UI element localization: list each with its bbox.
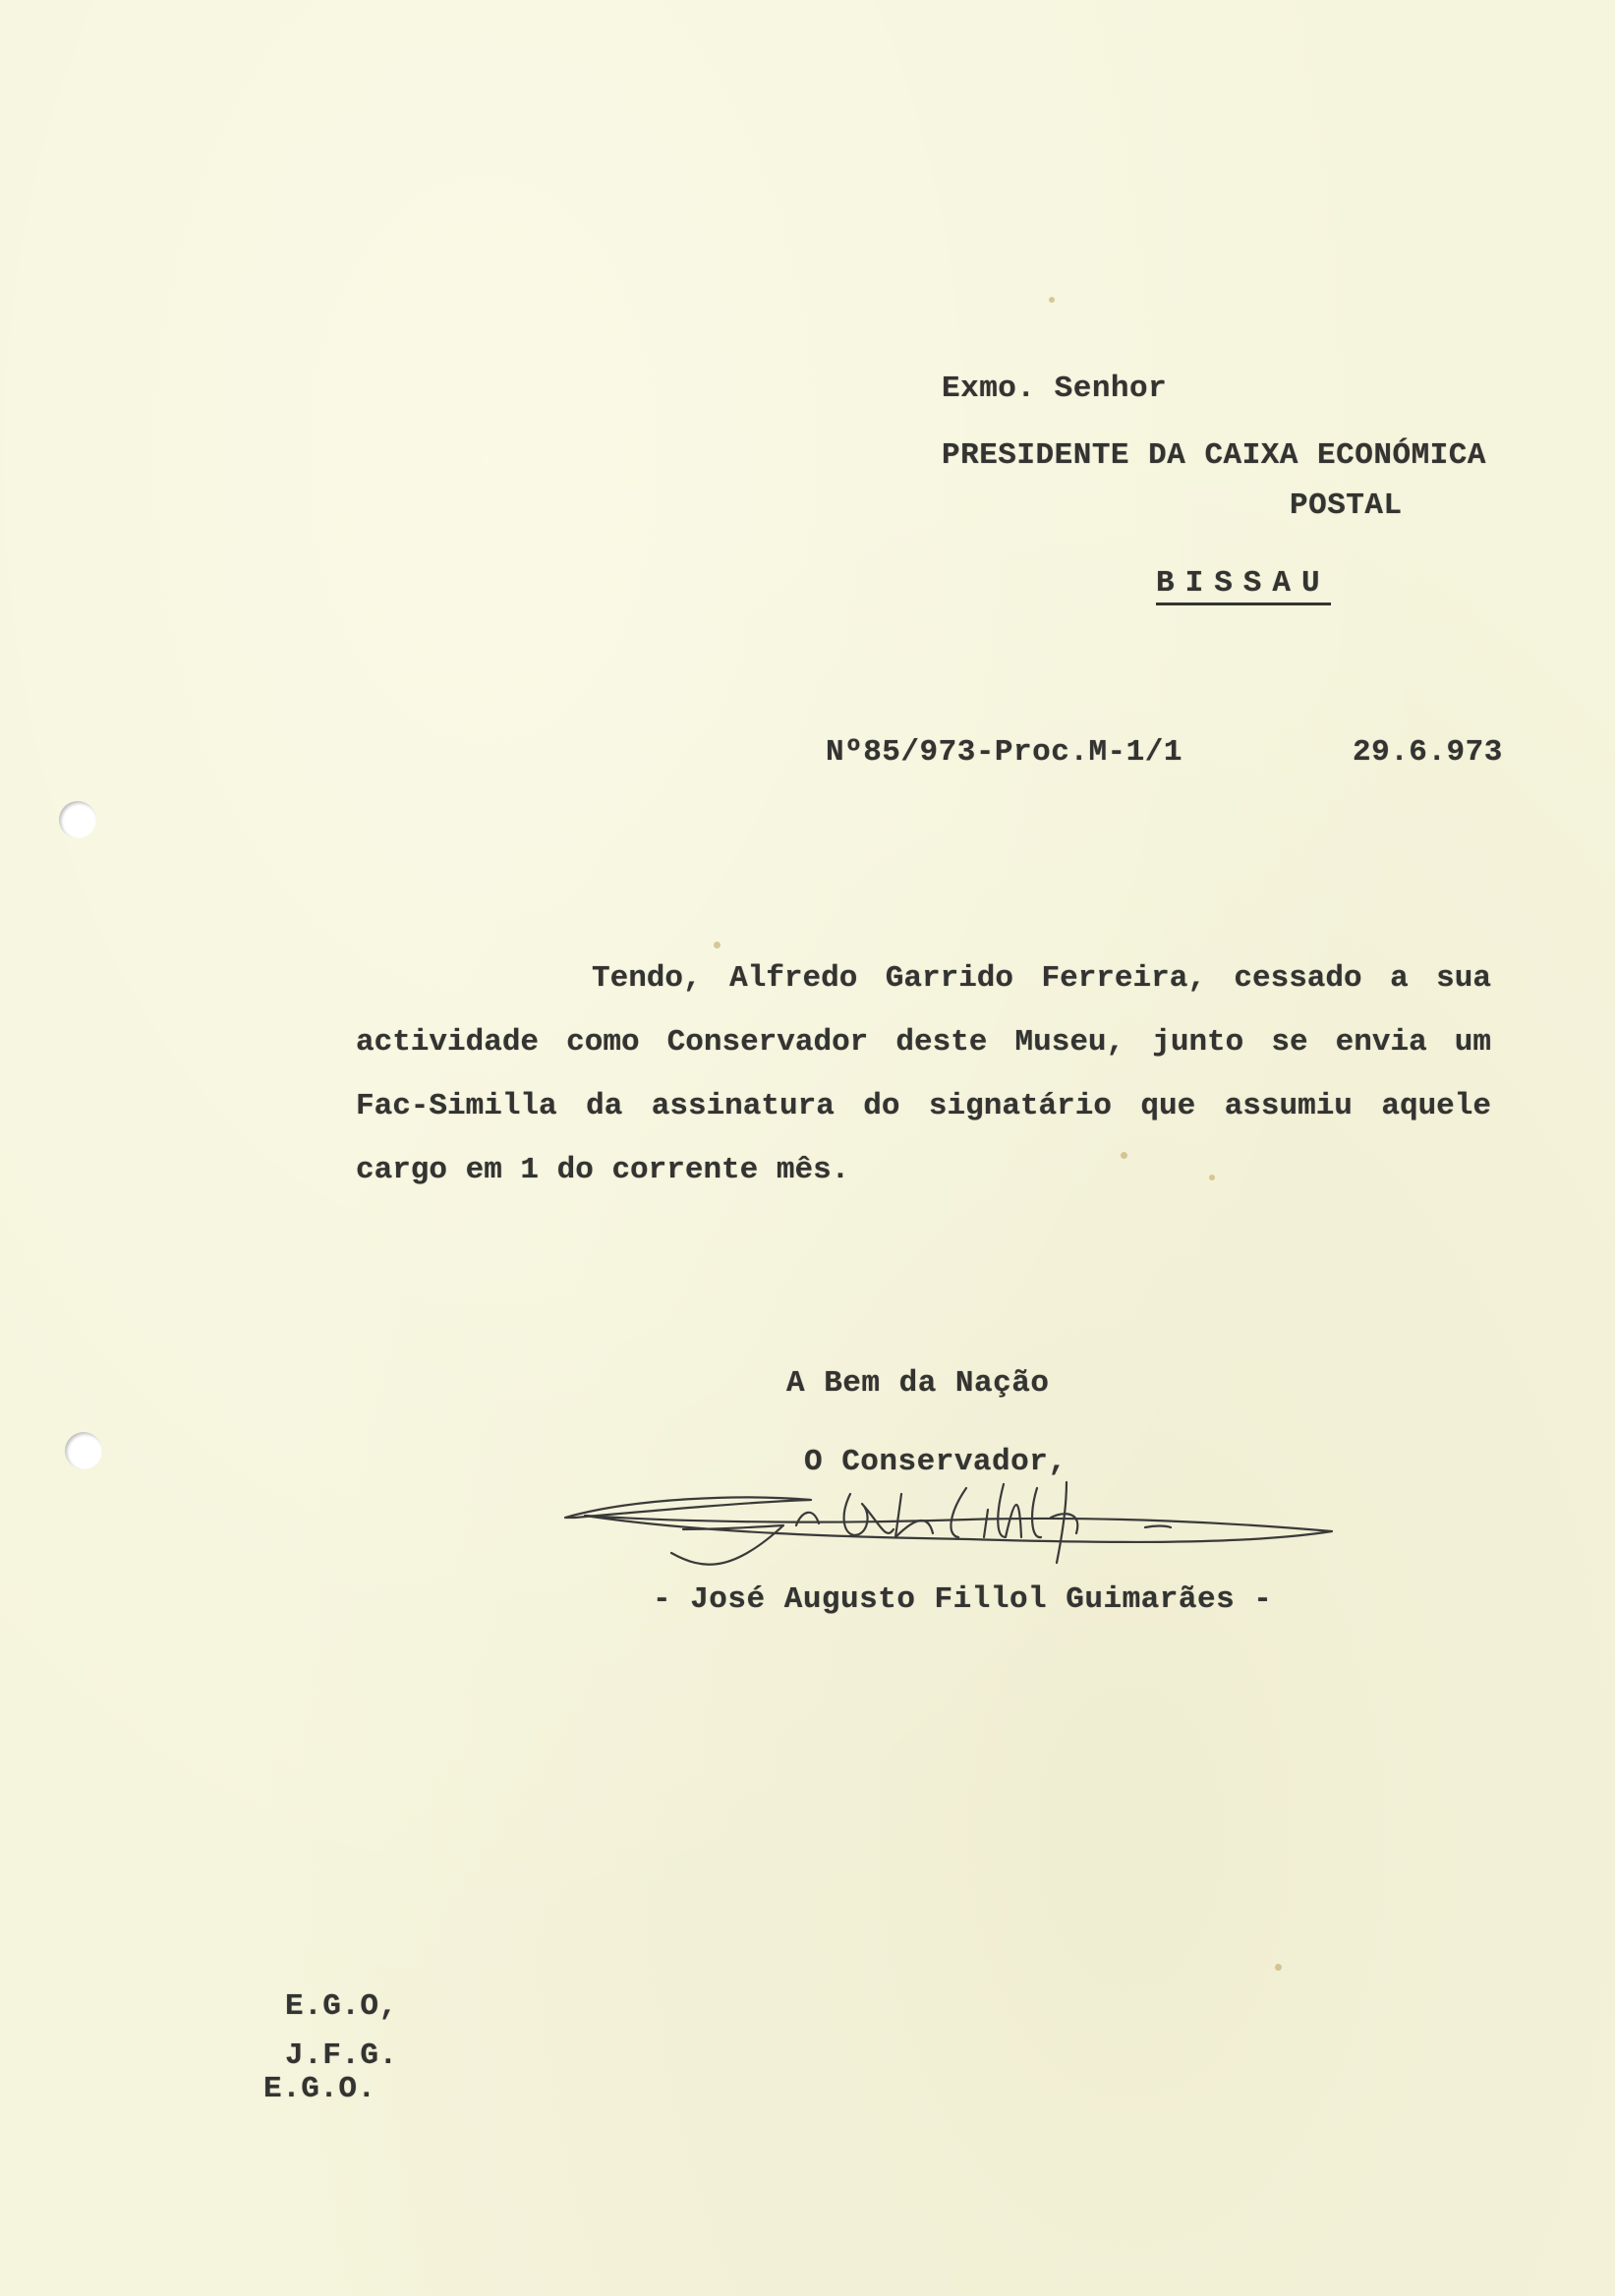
handwritten-signature (555, 1455, 1342, 1592)
body-line: actividade como Conservador deste Museu, junto se envia um (356, 1025, 1491, 1060)
typist-initials: E.G.O. (263, 2072, 376, 2106)
body-line: Fac-Similla da assinatura do signatário que assumiu aquele (356, 1089, 1491, 1123)
punch-hole (59, 801, 96, 838)
recipient-title: PRESIDENTE DA CAIXA ECONÓMICA (942, 438, 1486, 473)
punch-hole (65, 1432, 102, 1469)
typist-initials: E.G.O, (285, 1989, 398, 2024)
paper-spot (714, 942, 721, 948)
body-line: cargo em 1 do corrente mês. (356, 1153, 850, 1187)
paper-spot (1049, 297, 1055, 303)
typist-initials: J.F.G. (285, 2038, 398, 2073)
signer-role: O Conservador, (804, 1445, 1067, 1479)
recipient-salutation: Exmo. Senhor (942, 372, 1168, 406)
closing-formula: A Bem da Nação (786, 1366, 1050, 1401)
signer-name: - José Augusto Fillol Guimarães - (653, 1582, 1273, 1617)
reference-number: Nº85/973-Proc.M-1/1 (826, 735, 1182, 770)
letter-date: 29.6.973 (1353, 735, 1503, 770)
recipient-city: BISSAU (1156, 566, 1331, 605)
paper-spot (1275, 1964, 1282, 1971)
body-line: Tendo, Alfredo Garrido Ferreira, cessado a sua (592, 961, 1491, 996)
letter-body (356, 961, 1491, 1217)
recipient-title-continuation: POSTAL (1290, 488, 1403, 523)
